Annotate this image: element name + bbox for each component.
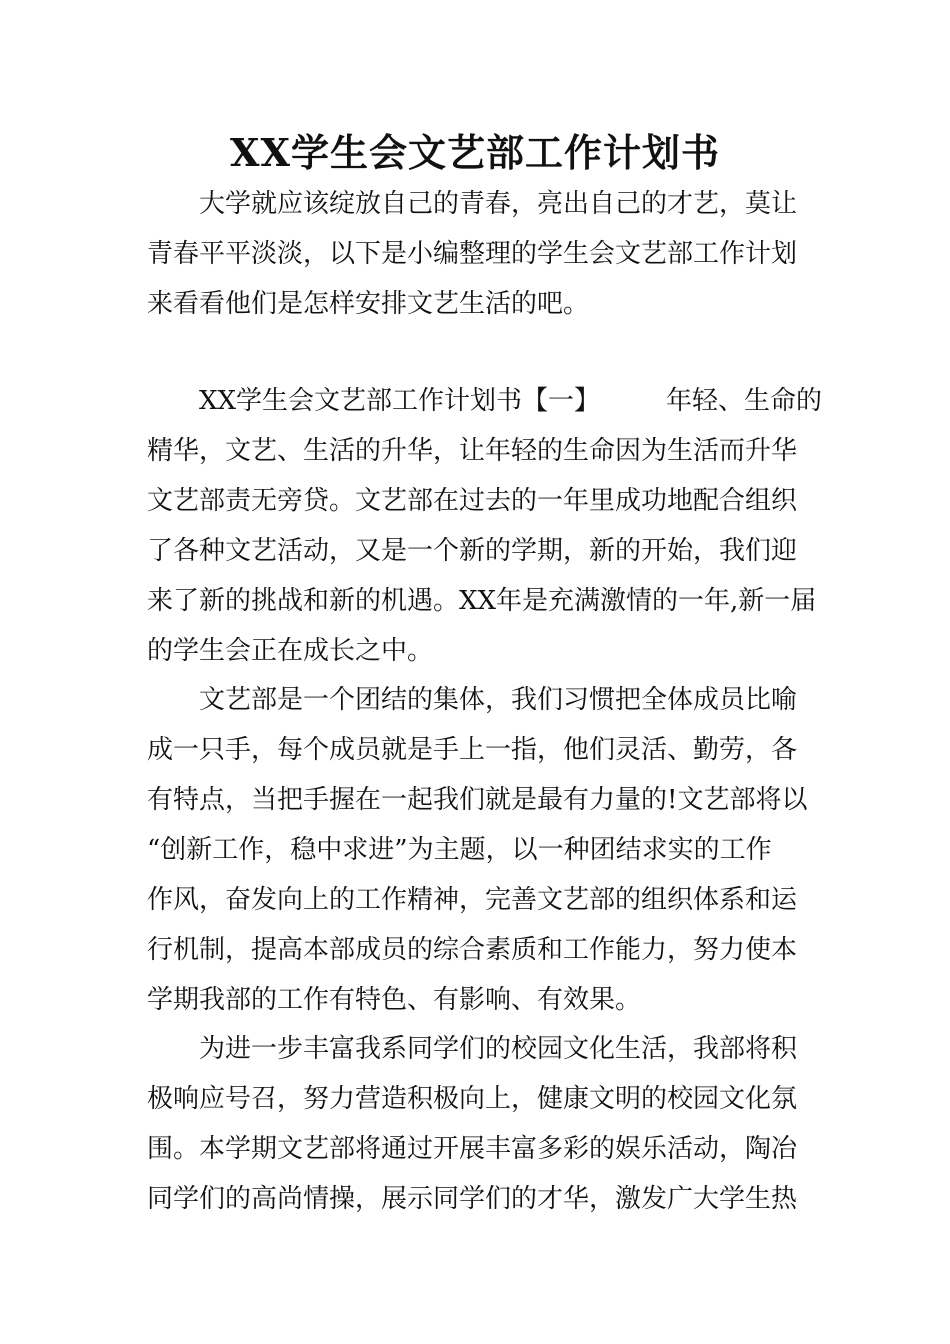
section-heading: XX学生会文艺部工作计划书【一】 <box>199 386 601 416</box>
text-fragment: 年轻、生命的 <box>666 386 823 416</box>
text-line: 围。本学期文艺部将通过开展丰富多彩的娱乐活动，陶冶 <box>147 1134 798 1164</box>
text-line: 了各种文艺活动，又是一个新的学期，新的开始，我们迎 <box>147 536 798 566</box>
text-line: “创新工作，稳中求进”为主题，以一种团结求实的工作 <box>147 835 772 865</box>
paragraph-two <box>147 675 807 1025</box>
text-line: 来看看他们是怎样安排文艺生活的吧。 <box>147 289 590 319</box>
text-line: 为进一步丰富我系同学们的校园文化生活，我部将积 <box>199 1034 798 1064</box>
section-heading-line <box>147 376 823 426</box>
text-line: 有特点，当把手握在一起我们就是最有力量的!文艺部将以 <box>147 785 808 815</box>
text-line: 的学生会正在成长之中。 <box>147 636 434 666</box>
text-line: 学期我部的工作有特色、有影响、有效果。 <box>147 985 642 1015</box>
text-line: 精华，文艺、生活的升华，让年轻的生命因为生活而升华 <box>147 436 798 466</box>
text-line: 文艺部是一个团结的集体，我们习惯把全体成员比喻 <box>199 685 798 715</box>
text-line: 极响应号召，努力营造积极向上，健康文明的校园文化氛 <box>147 1084 798 1114</box>
text-line: 成一只手，每个成员就是手上一指，他们灵活、勤劳，各 <box>147 735 798 765</box>
text-line: 青春平平淡淡，以下是小编整理的学生会文艺部工作计划 <box>147 239 798 269</box>
text-line: 大学就应该绽放自己的青春，亮出自己的才艺，莫让 <box>199 189 798 219</box>
text-line: 作风，奋发向上的工作精神，完善文艺部的组织体系和运 <box>147 885 798 915</box>
text-line: 行机制，提高本部成员的综合素质和工作能力，努力使本 <box>147 935 798 965</box>
document-title: XX学生会文艺部工作计划书 <box>230 130 720 175</box>
intro-paragraph <box>147 179 807 329</box>
section-one-paragraph <box>147 376 823 676</box>
text-line: 来了新的挑战和新的机遇。XX年是充满激情的一年,新一届 <box>147 586 817 616</box>
text-line: 同学们的高尚情操，展示同学们的才华，激发广大学生热 <box>147 1184 798 1214</box>
paragraph-three <box>147 1024 807 1224</box>
text-line: 文艺部责无旁贷。文艺部在过去的一年里成功地配合组织 <box>147 486 798 516</box>
